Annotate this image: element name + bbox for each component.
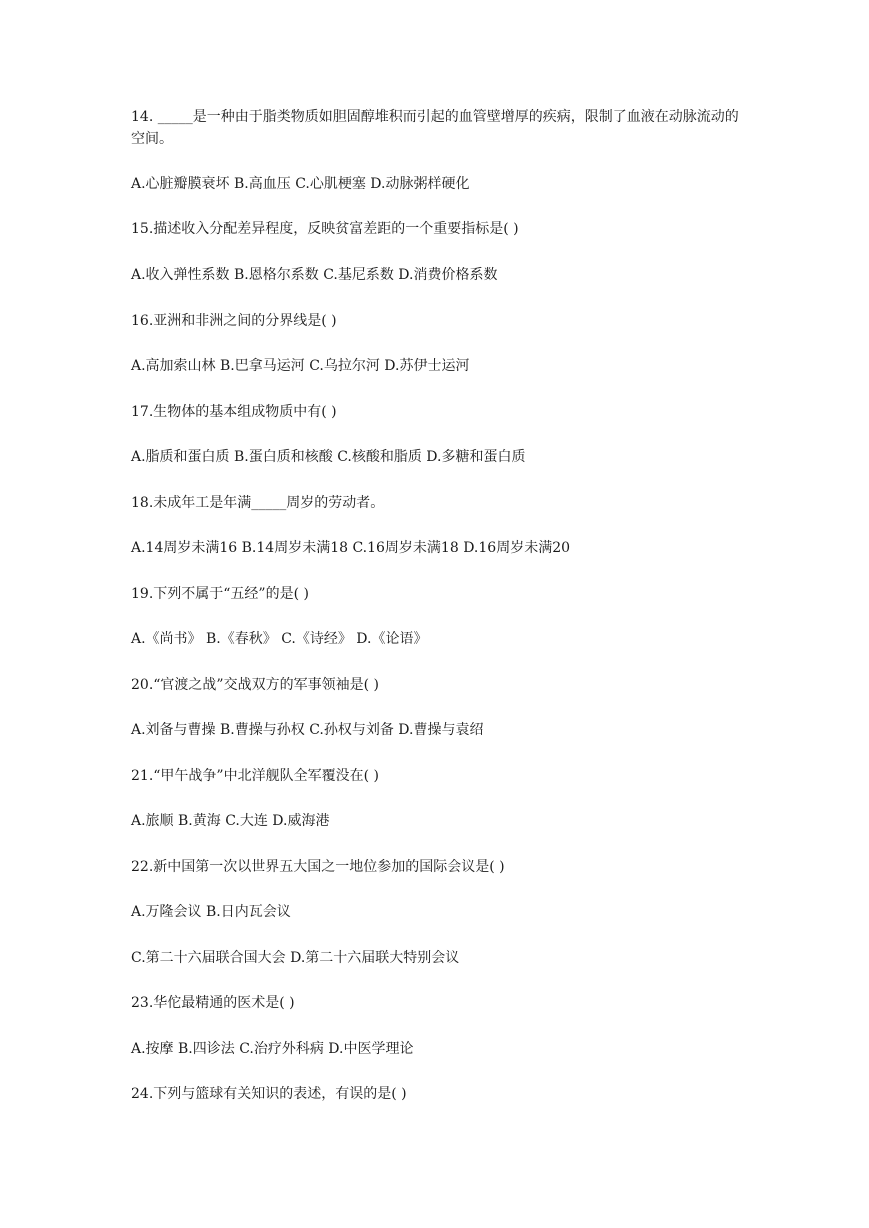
question-23-stem: 23.华佗最精通的医术是( ): [131, 995, 295, 1011]
question-21-options: A.旅顺 B.黄海 C.大连 D.威海港: [131, 813, 330, 829]
question-14-stem: 14. _____是一种由于脂类物质如胆固醇堆积而引起的血管壁增厚的疾病，限制了血液在动脉流动的空间。: [131, 109, 739, 147]
question-18-options: A.14周岁未满16 B.14周岁未满18 C.16周岁未满18 D.16周岁未满20: [131, 540, 571, 556]
question-15-stem: 15.描述收入分配差异程度，反映贫富差距的一个重要指标是( ): [131, 221, 519, 237]
question-22-stem: 22.新中国第一次以世界五大国之一地位参加的国际会议是( ): [131, 859, 505, 875]
question-16-stem: 16.亚洲和非洲之间的分界线是( ): [131, 313, 337, 329]
question-19-options: A.《尚书》 B.《春秋》 C.《诗经》 D.《论语》: [131, 631, 428, 647]
question-20-stem: 20.“官渡之战”交战双方的军事领袖是( ): [131, 677, 379, 693]
question-16-options: A.高加索山林 B.巴拿马运河 C.乌拉尔河 D.苏伊士运河: [131, 358, 470, 374]
question-19-stem: 19.下列不属于“五经”的是( ): [131, 586, 309, 602]
question-17-stem: 17.生物体的基本组成物质中有( ): [131, 404, 337, 420]
question-23-options: A.按摩 B.四诊法 C.治疗外科病 D.中医学理论: [131, 1041, 414, 1057]
question-21-stem: 21.“甲午战争”中北洋舰队全军覆没在( ): [131, 768, 379, 784]
question-24-stem: 24.下列与篮球有关知识的表述，有误的是( ): [131, 1086, 407, 1102]
question-15-options: A.收入弹性系数 B.恩格尔系数 C.基尼系数 D.消费价格系数: [131, 267, 498, 283]
question-17-options: A.脂质和蛋白质 B.蛋白质和核酸 C.核酸和脂质 D.多糖和蛋白质: [131, 449, 526, 465]
question-22-options-2: C.第二十六届联合国大会 D.第二十六届联大特别会议: [131, 950, 460, 966]
question-22-options-1: A.万隆会议 B.日内瓦会议: [131, 904, 291, 920]
question-20-options: A.刘备与曹操 B.曹操与孙权 C.孙权与刘备 D.曹操与袁绍: [131, 722, 484, 738]
question-14-options: A.心脏瓣膜衰坏 B.高血压 C.心肌梗塞 D.动脉粥样硬化: [131, 176, 470, 192]
question-18-stem: 18.未成年工是年满_____周岁的劳动者。: [131, 495, 385, 511]
